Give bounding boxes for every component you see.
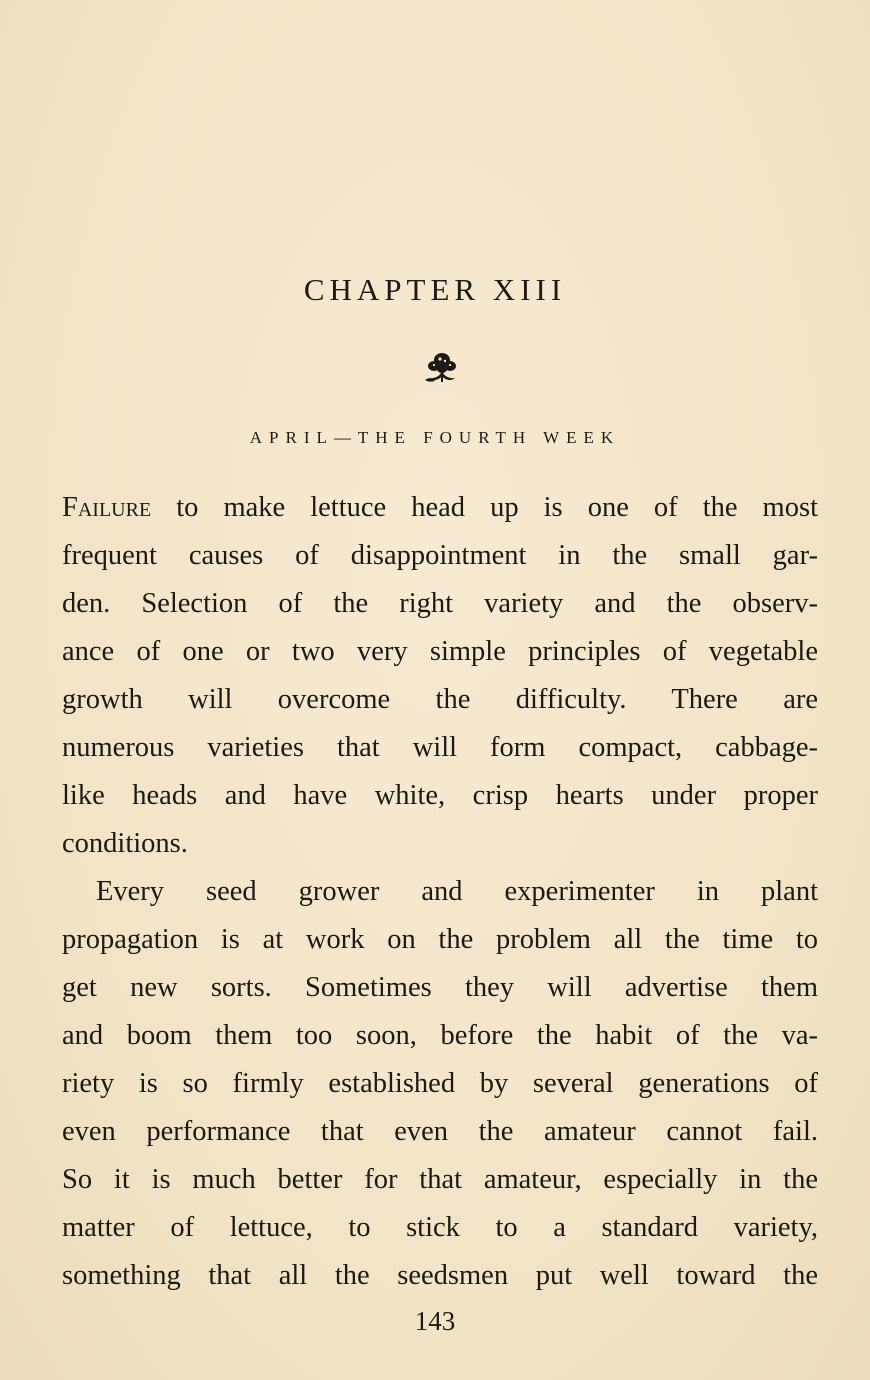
text-line: and boom them too soon, before the habit of the va- [62, 1020, 818, 1051]
page-number: 143 [414, 1306, 456, 1336]
text-line: get new sorts. Sometimes they will advertise them [62, 972, 818, 1003]
text-line: like heads and have white, crisp hearts under proper [62, 780, 818, 811]
body-text [62, 484, 818, 1300]
text-line: frequent causes of disappointment in the small gar- [62, 540, 818, 571]
text-line: matter of lettuce, to stick to a standard variety, [62, 1212, 818, 1243]
text-line: growth will overcome the difficulty. There are [62, 684, 818, 715]
text-line: conditions. [62, 828, 188, 859]
flower-ornament-icon [421, 348, 463, 386]
lead-word: Failure [62, 492, 152, 523]
text-line: Failure to make lettuce head up is one of the most [62, 492, 818, 523]
chapter-subtitle: APRIL—THE FOURTH WEEK [249, 428, 621, 447]
text-line: numerous varieties that will form compact, cabbage- [62, 732, 818, 763]
text-line: propagation is at work on the problem all the time to [62, 924, 818, 955]
text-line: something that all the seedsmen put well toward the [62, 1260, 818, 1291]
text-line: den. Selection of the right variety and the observ- [62, 588, 818, 619]
text-line: Every seed grower and experimenter in plant [96, 876, 818, 907]
text-line: riety is so firmly established by several generations of [62, 1068, 818, 1099]
text-line: even performance that even the amateur cannot fail. [62, 1116, 818, 1147]
text-line: ance of one or two very simple principles of vegetable [62, 636, 818, 667]
text-line: So it is much better for that amateur, especially in the [62, 1164, 818, 1195]
chapter-title: CHAPTER XIII [303, 272, 567, 307]
